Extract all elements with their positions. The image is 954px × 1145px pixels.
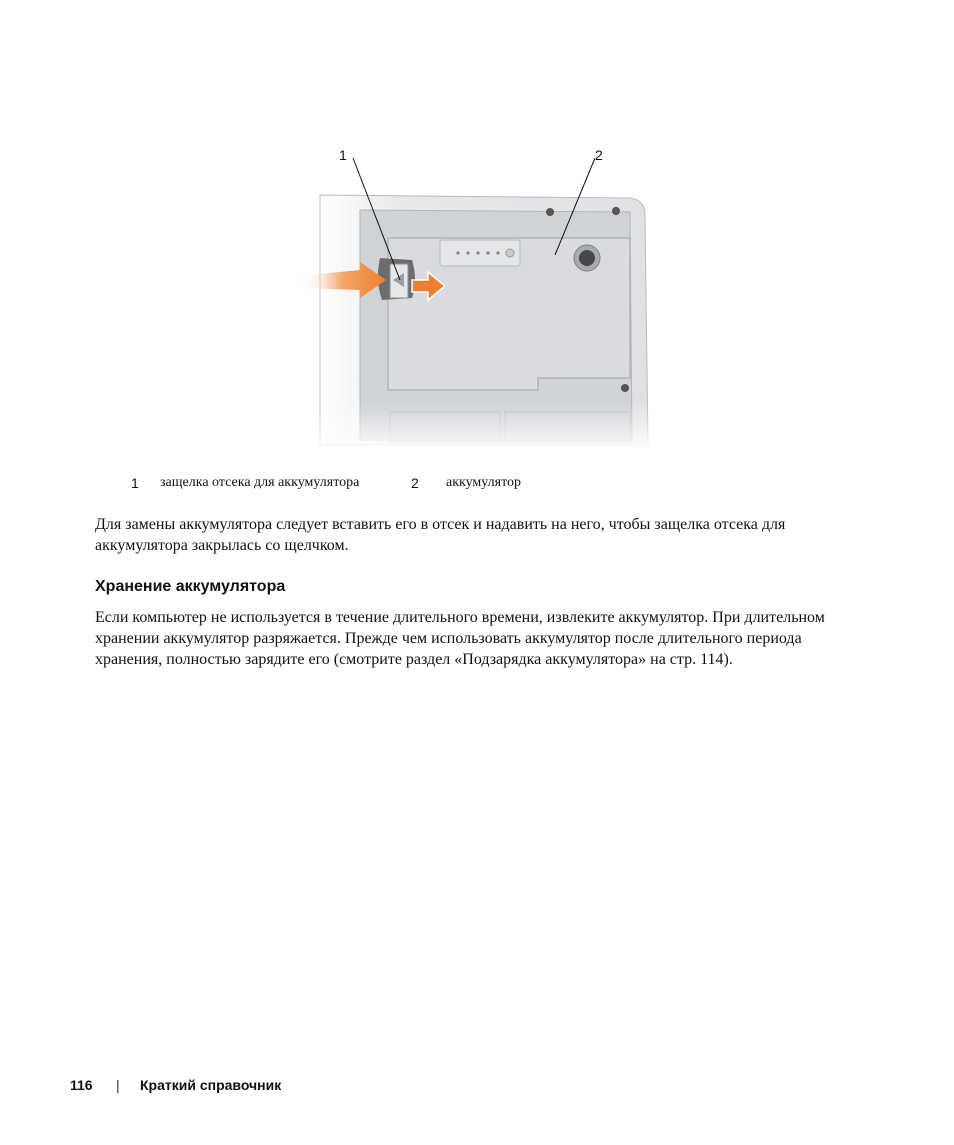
page-number: 116 xyxy=(70,1077,93,1093)
storage-paragraph xyxy=(95,607,825,670)
legend-text-2: аккумулятор xyxy=(446,475,522,490)
legend-text-1: защелка отсека для аккумулятора xyxy=(160,475,360,490)
paragraph-line: хранении аккумулятор разряжается. Прежде чем использовать аккумулятор после длительного периода xyxy=(95,630,802,647)
battery-bay-illustration xyxy=(300,140,660,455)
callout-1: 1 xyxy=(339,147,347,163)
footer-separator: | xyxy=(116,1077,120,1093)
paragraph-line: Для замены аккумулятора следует вставить его в отсек и надавить на него, чтобы защелка отсека для xyxy=(95,516,786,533)
paragraph-line: хранения, полностью зарядите его (смотрите раздел «Подзарядка аккумулятора» на стр. 114). xyxy=(95,651,733,668)
legend-num-2: 2 xyxy=(411,475,419,491)
callout-2: 2 xyxy=(595,147,603,163)
legend-num-1: 1 xyxy=(131,475,139,491)
laptop-underside-drawing xyxy=(300,140,660,455)
paragraph-line: Если компьютер не используется в течение длительного времени, извлеките аккумулятор. При длительном xyxy=(95,609,825,626)
section-heading: Хранение аккумулятора xyxy=(95,578,286,595)
footer-title: Краткий справочник xyxy=(140,1077,282,1093)
paragraph-line: аккумулятора закрылась со щелчком. xyxy=(95,537,349,554)
replace-battery-paragraph xyxy=(95,514,785,556)
